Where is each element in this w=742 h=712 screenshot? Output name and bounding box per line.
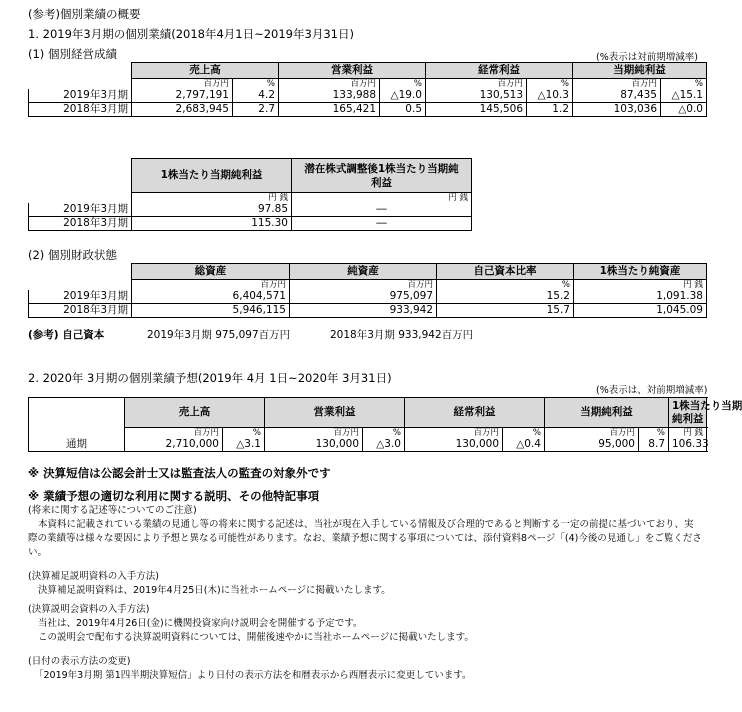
table-header-row	[29, 264, 707, 280]
table-cell: 2,710,000	[125, 438, 223, 452]
unit-cell: 百万円	[426, 79, 527, 90]
table-cell: △10.3	[527, 89, 573, 103]
header-net-income: 当期純利益	[573, 63, 707, 79]
unit-cell: 百万円	[125, 428, 223, 439]
section1-subheading-operating: (1) 個別経営成績	[28, 47, 117, 61]
unit-cell: 百万円	[405, 428, 503, 439]
note-line: 当社は、2019年4月26日(金)に機関投資家向け説明会を開催する予定です。	[38, 618, 363, 629]
note-line: 決算補足説明資料は、2019年4月25日(木)に当社ホームページに掲載いたします。	[38, 585, 391, 596]
unit-cell: 百万円	[132, 280, 290, 291]
header-sales: 売上高	[125, 398, 265, 428]
table-cell: △15.1	[661, 89, 707, 103]
table-cell: 15.2	[437, 290, 574, 304]
table-cell: △3.1	[223, 438, 265, 452]
unit-cell: %	[380, 79, 426, 90]
note-line: この説明会で配布する決算説明資料については、開催後速やかに当社ホームページに掲載いたします。	[38, 632, 474, 643]
table-cell: 130,000	[265, 438, 363, 452]
note-title: (将来に関する記述等についてのご注意)	[28, 505, 197, 516]
table-unit-row	[29, 193, 472, 204]
note-line: い。	[28, 547, 48, 558]
table-cell: 130,000	[405, 438, 503, 452]
note-title: (日付の表示方法の変更)	[28, 656, 131, 667]
header-operating-income: 営業利益	[265, 398, 405, 428]
table-cell: 106.33	[669, 438, 707, 452]
table-unit-row	[29, 280, 707, 291]
operating-results-table	[28, 62, 707, 117]
header-corner	[29, 63, 132, 79]
unit-cell: %	[233, 79, 279, 90]
table-cell: 97.85	[132, 203, 292, 217]
table-cell: 87,435	[573, 89, 661, 103]
table-header-row	[29, 63, 707, 79]
row-label: 2018年3月期	[29, 217, 132, 231]
header-sales: 売上高	[132, 63, 279, 79]
header-eps: 1株当たり当期純利益	[132, 159, 292, 193]
header-net-income: 当期純利益	[545, 398, 669, 428]
unit-cell: 百万円	[573, 79, 661, 90]
table-cell: 8.7	[639, 438, 669, 452]
table-cell: △3.0	[363, 438, 405, 452]
row-label: 2018年3月期	[29, 304, 132, 318]
row-label: 2019年3月期	[29, 203, 132, 217]
table-cell: 95,000	[545, 438, 639, 452]
table-header-row	[29, 159, 472, 193]
unit-cell: 百万円	[290, 280, 437, 291]
table-cell: 115.30	[132, 217, 292, 231]
audit-note: ※ 決算短信は公認会計士又は監査法人の監査の対象外です	[28, 466, 331, 480]
table-cell: 1.2	[527, 103, 573, 117]
table-unit-row	[29, 428, 707, 439]
forward-looking-note	[28, 504, 718, 560]
note-line: 本資料に記載されている業績の見通し等の将来に関する記述は、当社が現在入手している情報及び合理的であると判断する一定の前提に基づいており、実	[38, 519, 694, 530]
unit-cell: %	[661, 79, 707, 90]
table-row	[29, 103, 707, 117]
forecast-usage-note: ※ 業績予想の適切な利用に関する説明、その他特記事項	[28, 489, 320, 503]
supplementary-material-note	[28, 570, 718, 598]
table-cell: 2.7	[233, 103, 279, 117]
table-row	[29, 304, 707, 318]
unit-cell: %	[223, 428, 265, 439]
page-title: (参考)個別業績の概要	[28, 7, 141, 21]
table-row	[29, 89, 707, 103]
header-operating-income: 営業利益	[279, 63, 426, 79]
table-header-row	[29, 398, 707, 428]
note-title: (決算補足説明資料の入手方法)	[28, 571, 159, 582]
header-eps	[669, 398, 742, 428]
briefing-material-note	[28, 603, 718, 645]
table-cell: 145,506	[426, 103, 527, 117]
equity-note-2018: 2018年3月期 933,942百万円	[330, 329, 474, 341]
unit-cell: %	[363, 428, 405, 439]
unit-cell: 百万円	[132, 79, 233, 90]
table-cell: 130,513	[426, 89, 527, 103]
note-line: 「2019年3月期 第1四半期決算短信」より日付の表示方法を和暦表示から西暦表示に変更しています。	[34, 670, 472, 681]
table-cell: △0.0	[661, 103, 707, 117]
section1-subheading-financial: (2) 個別財政状態	[28, 248, 117, 262]
table-cell: 2,683,945	[132, 103, 233, 117]
date-format-note	[28, 655, 718, 683]
section2-heading: 2. 2020年 3月期の個別業績予想(2019年 4月 1日~2020年 3月31日)	[28, 371, 392, 385]
table-cell: 5,946,115	[132, 304, 290, 318]
table-cell: 165,421	[279, 103, 380, 117]
table-cell: ―	[292, 217, 472, 231]
forecast-table	[28, 397, 742, 452]
header-diluted-eps-line1: 潜在株式調整後1株当たり当期純	[304, 162, 459, 175]
note-title: (決算説明会資料の入手方法)	[28, 604, 150, 615]
table-cell: 4.2	[233, 89, 279, 103]
unit-cell: %	[503, 428, 545, 439]
row-label: 2018年3月期	[29, 103, 132, 117]
header-eps-line1: 1株当たり当期	[672, 399, 742, 412]
table-cell: 0.5	[380, 103, 426, 117]
table-cell: 1,091.38	[574, 290, 707, 304]
table-cell: 1,045.09	[574, 304, 707, 318]
header-bps: 1株当たり純資産	[574, 264, 707, 280]
table-cell: 6,404,571	[132, 290, 290, 304]
header-ordinary-income: 経常利益	[405, 398, 545, 428]
unit-cell: 円 銭	[574, 280, 707, 291]
table-row	[29, 290, 707, 304]
table-cell: 15.7	[437, 304, 574, 318]
header-diluted-eps	[292, 159, 472, 193]
unit-cell: 百万円	[545, 428, 639, 439]
row-label: 2019年3月期	[29, 89, 132, 103]
section1-heading: 1. 2019年3月期の個別業績(2018年4月1日~2019年3月31日)	[28, 27, 354, 41]
table-cell: 933,942	[290, 304, 437, 318]
per-share-income-table	[28, 158, 472, 231]
unit-cell: %	[437, 280, 574, 291]
table-cell: △19.0	[380, 89, 426, 103]
table-row	[29, 438, 707, 452]
financial-position-table	[28, 263, 707, 318]
header-net-assets: 純資産	[290, 264, 437, 280]
forecast-percent-note: (%表示は、対前期増減率)	[596, 385, 708, 396]
table-cell: 133,988	[279, 89, 380, 103]
note-line: 際の業績等は様々な要因により予想と異なる可能性があります。なお、業績予想に関する事項については、添付資料8ページ「(4)今後の見通し」をご覧くださ	[28, 533, 702, 544]
table-row	[29, 203, 472, 217]
unit-cell: %	[639, 428, 669, 439]
unit-cell: 円 銭	[669, 428, 707, 439]
table-cell: △0.4	[503, 438, 545, 452]
table-cell: 103,036	[573, 103, 661, 117]
equity-note-2019: 2019年3月期 975,097百万円	[147, 329, 291, 341]
unit-cell: 円 銭	[292, 193, 472, 204]
table-cell: 975,097	[290, 290, 437, 304]
table-cell: ―	[292, 203, 472, 217]
unit-cell: %	[527, 79, 573, 90]
unit-cell: 円 銭	[132, 193, 292, 204]
table-row	[29, 217, 472, 231]
unit-cell: 百万円	[265, 428, 363, 439]
header-ordinary-income: 経常利益	[426, 63, 573, 79]
table-unit-row	[29, 79, 707, 90]
header-diluted-eps-line2: 利益	[371, 176, 392, 189]
header-total-assets: 総資産	[132, 264, 290, 280]
equity-note-label: (参考) 自己資本	[28, 329, 105, 341]
table-cell: 2,797,191	[132, 89, 233, 103]
percent-note: (%表示は対前期増減率)	[596, 52, 698, 63]
row-label: 2019年3月期	[29, 290, 132, 304]
header-equity-ratio: 自己資本比率	[437, 264, 574, 280]
unit-cell: 百万円	[279, 79, 380, 90]
header-eps-line2: 純利益	[672, 412, 704, 425]
row-label: 通期	[29, 438, 125, 452]
